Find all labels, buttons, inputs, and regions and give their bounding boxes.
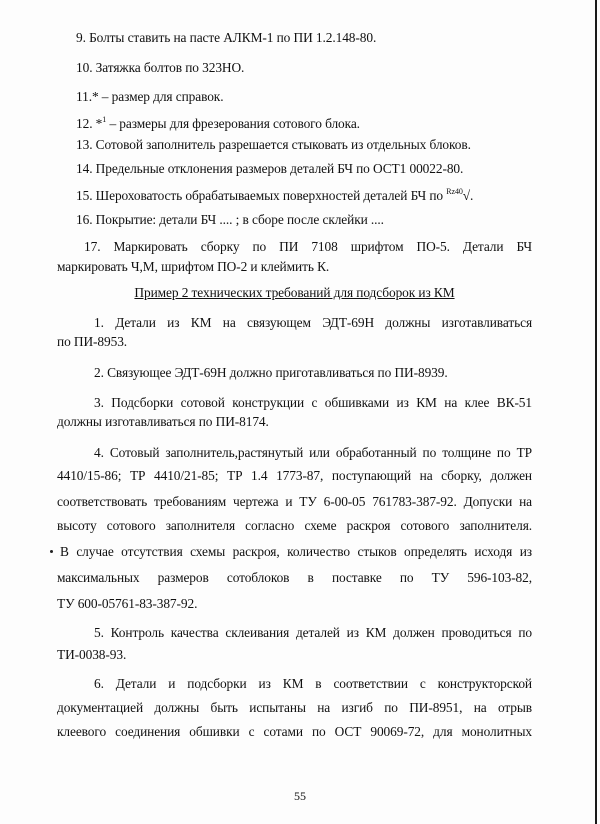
p4-line-5: В случае отсутствия схемы раскроя, количество стыков определять исходя из [60, 544, 532, 559]
page-edge-shadow [595, 0, 597, 824]
p4-line-1: 4. Сотовый заполнитель,растянутый или обработанный по толщине по ТР [94, 445, 532, 460]
item-15-symbol: √. [462, 188, 474, 203]
p4-line-7: ТУ 600-05761-83-387-92. [57, 596, 198, 611]
item-17-line-1: 17. Маркировать сборку по ПИ 7108 шрифтом ПО-5. Детали БЧ [84, 239, 532, 254]
example-heading: Пример 2 технических требований для подсборок из КМ [134, 285, 455, 300]
p3-line-1: 3. Подсборки сотовой конструкции с обшивками из КМ на клее ВК-51 [94, 395, 532, 410]
p4-line-2: 4410/15-86; ТР 4410/21-85; ТР 1.4 1773-87, поступающий на сборку, должен [57, 468, 532, 483]
item-15-text: 15. Шероховатость обрабатываемых поверхностей деталей БЧ по [76, 188, 447, 203]
item-15 [76, 184, 473, 204]
p5-line-2: ТИ-0038-93. [57, 647, 127, 662]
p1-line-1: 1. Детали из КМ на связующем ЭДТ-69Н должны изготавливаться [94, 315, 532, 330]
p4-line-3: соответствовать требованиям чертежа и ТУ 6-00-05 761783-387-92. Допуски на [57, 494, 532, 509]
p1-line-2: по ПИ-8953. [57, 334, 128, 349]
item-16: 16. Покрытие: детали БЧ .... ; в сборе после склейки .... [76, 212, 384, 227]
item-9: 9. Болты ставить на пасте АЛКМ-1 по ПИ 1.2.148-80. [76, 30, 377, 45]
item-14: 14. Предельные отклонения размеров деталей БЧ по ОСТ1 00022-80. [76, 161, 464, 176]
p6-line-3: клеевого соединения обшивки с сотами по ОСТ 90069-72, для монолитных [57, 724, 532, 739]
p6-line-1: 6. Детали и подсборки из КМ в соответствии с конструкторской [94, 676, 532, 691]
item-10: 10. Затяжка болтов по 323НО. [76, 60, 245, 75]
item-11: 11.* – размер для справок. [76, 89, 224, 104]
p4-line-6: максимальных размеров сотоблоков в поставке по ТУ 596-103-82, [57, 570, 532, 585]
item-12-text: – размеры для фрезерования сотового блока. [106, 116, 360, 131]
item-12 [76, 112, 360, 132]
page-number: 55 [294, 789, 306, 803]
p6-line-2: документацией должны быть испытаны на изгиб по ПИ-8951, на отрыв [57, 700, 532, 715]
item-13: 13. Сотовой заполнитель разрешается стыковать из отдельных блоков. [76, 137, 471, 152]
p4-line-4: высоту сотового заполнителя согласно схеме раскроя сотового заполнителя. [57, 518, 532, 533]
p2: 2. Связующее ЭДТ-69Н должно приготавливаться по ПИ-8939. [94, 365, 448, 380]
item-12-sup: 1 [102, 115, 107, 124]
item-17-line-2: маркировать Ч,М, шрифтом ПО-2 и клеймить К. [57, 259, 330, 274]
item-15-roughness: Rz40 [446, 187, 463, 196]
p3-line-2: должны изготавливаться по ПИ-8174. [57, 414, 269, 429]
scan-speck [50, 550, 53, 553]
item-12-num: 12. * [76, 116, 103, 131]
p5-line-1: 5. Контроль качества склеивания деталей из КМ должен проводиться по [94, 625, 532, 640]
